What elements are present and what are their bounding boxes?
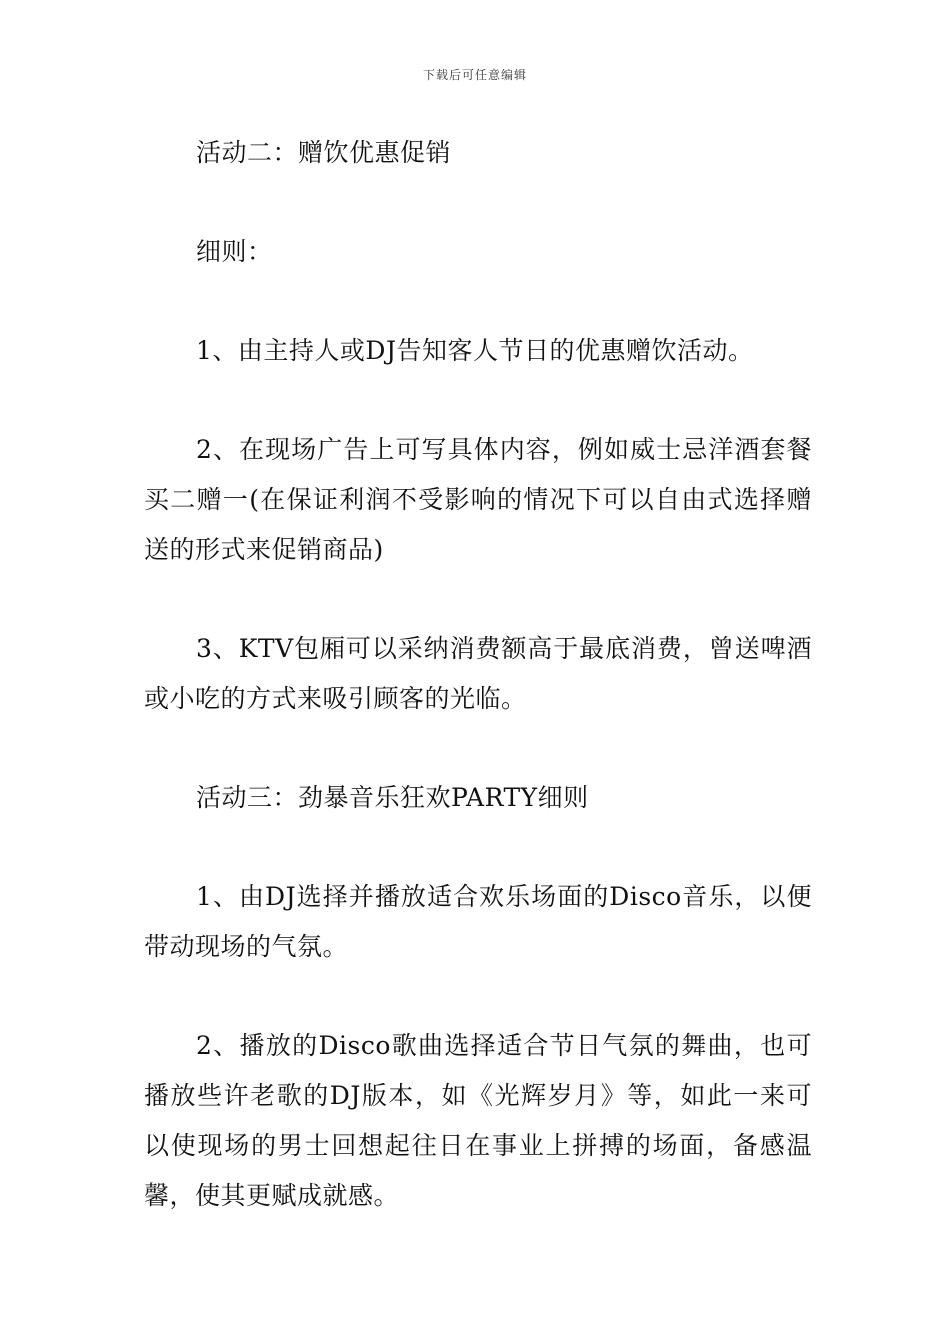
header-note: 下载后可任意编辑	[422, 68, 527, 82]
rules-label: 细则：	[196, 237, 273, 266]
section-heading-activity-2: 活动二：赠饮优惠促销	[196, 138, 452, 167]
paragraph-item-1-activity-3: 1、由DJ选择并播放适合欢乐场面的Disco音乐，以便带动现场的气氛。	[144, 882, 812, 961]
paragraph-item-2: 2、在现场广告上可写具体内容，例如威士忌洋酒套餐买二赠一(在保证利润不受影响的情况下可以自由式选择赠送的形式来促销商品)	[144, 435, 812, 564]
section-heading-activity-3: 活动三：劲暴音乐狂欢PARTY细则	[196, 783, 589, 812]
paragraph-item-1: 1、由主持人或DJ告知客人节日的优惠赠饮活动。	[196, 336, 754, 365]
paragraph-item-3: 3、KTV包厢可以采纳消费额高于最底消费，曾送啤酒或小吃的方式来吸引顾客的光临。	[144, 634, 812, 713]
paragraph-item-2-activity-3: 2、播放的Disco歌曲选择适合节日气氛的舞曲，也可播放些许老歌的DJ版本，如《光辉岁月》等，如此一来可以使现场的男士回想起往日在事业上拼搏的场面，备感温馨，使其更赋成就感。	[144, 1031, 812, 1210]
document-body	[144, 128, 812, 1221]
